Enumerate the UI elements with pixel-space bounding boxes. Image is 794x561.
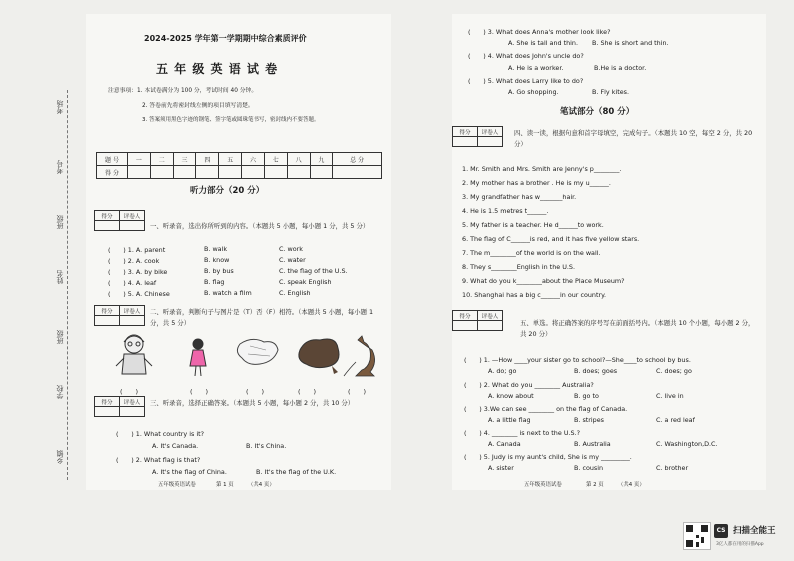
china-map-picture: [237, 339, 278, 364]
s1-q2-a: ( ) 2. A. cook: [108, 257, 160, 265]
score-header-cell: 五: [219, 153, 242, 166]
section-2-title: 二、听录音，判断句子与图片是（T）否（F）相符。（本题共 5 小题，每小题 1 分，共 5 分）: [150, 308, 374, 327]
score-header-cell: 四: [196, 153, 219, 166]
page-1-footer-total: （共4 页）: [248, 482, 275, 488]
s5-q5-c: C. brother: [656, 464, 689, 472]
written-section-title: 笔试部分（80 分）: [560, 107, 635, 117]
s1-q3-b: B. by bus: [204, 267, 234, 275]
s4-item-9: 9. What do you k________about the Place Museum?: [462, 277, 625, 285]
score-cell[interactable]: [333, 166, 382, 179]
p2-q4-a: A. He is a worker.: [508, 64, 564, 72]
note-1: 注意事项：1. 本试卷满分为 100 分，考试时间 40 分钟。: [108, 88, 258, 94]
section-5-title: 五、单选。将正确答案的序号写在前面括号内。（本题共 10 个小题，每小题 2 分，共 20 分）: [520, 319, 755, 338]
old-man-picture: [116, 335, 152, 374]
s2-answer-4[interactable]: ( ): [298, 388, 317, 396]
seal-line: [67, 90, 68, 480]
page-1-footer-page: 第 1 页: [216, 482, 234, 488]
year-title: 2024-2025 学年第一学期期中综合素质评价: [144, 34, 307, 43]
s5-q5-b: B. cousin: [574, 464, 604, 472]
grader-name-cell[interactable]: [120, 407, 145, 417]
grader-score-label: 得分: [453, 311, 478, 321]
s4-item-4: 4. He is 1.5 metres t______.: [462, 207, 549, 215]
s5-q3-b: B. stripes: [574, 416, 605, 424]
score-header-cell: 七: [264, 153, 287, 166]
grader-score-label: 得分: [95, 211, 120, 221]
grader-score-label: 得分: [95, 397, 120, 407]
s1-q2-b: B. know: [204, 256, 230, 264]
score-cell[interactable]: [196, 166, 219, 179]
grader-name-label: 评卷人: [120, 211, 145, 221]
grader-box-4: [452, 126, 503, 147]
s2-answer-2[interactable]: ( ): [190, 388, 209, 396]
score-header-cell: 三: [173, 153, 196, 166]
scanner-app-tagline: 3亿人都在用的扫描App: [716, 542, 764, 547]
section-2-pictures: [100, 332, 380, 380]
binding-label-name: 姓名: [56, 270, 64, 284]
s5-q1-c: C. does; go: [656, 367, 692, 375]
page-2-footer-subject: 五年级英语试卷: [524, 482, 562, 488]
binding-label-school: 学校: [56, 385, 64, 399]
p2-q4-b: B.He is a doctor.: [594, 64, 647, 72]
s1-q1-b: B. walk: [204, 245, 228, 253]
s4-item-3: 3. My grandfather has w_______hair.: [462, 193, 577, 201]
s1-q4-a: ( ) 4. A. leaf: [108, 279, 157, 287]
s1-q5-c: C. English: [279, 289, 311, 297]
section-1-title: 一、听录音，选出你所听到的内容。（本题共 5 小题，每小题 1 分，共 5 分）: [150, 222, 370, 230]
grader-score-cell[interactable]: [453, 137, 478, 147]
score-cell[interactable]: [150, 166, 173, 179]
grader-box-3: [94, 396, 145, 417]
p2-q3-b: B. She is short and thin.: [592, 39, 669, 47]
grader-score-label: 得分: [453, 127, 478, 137]
note-3: 3. 答案须用黑色字迹的钢笔、签字笔或圆珠笔书写，密封线内不要答题。: [142, 117, 320, 123]
score-header-cell: 总 分: [333, 153, 382, 166]
s5-q2-a: A. know about: [488, 392, 534, 400]
grader-name-cell[interactable]: [478, 137, 503, 147]
grader-box-5: [452, 310, 503, 331]
s3-q1-b: B. It's China.: [246, 442, 287, 450]
s5-q4-b: B. Australia: [574, 440, 611, 448]
grader-name-cell[interactable]: [120, 316, 145, 326]
australia-map-picture: [299, 339, 339, 374]
binding-label-class-b: 班级: [56, 330, 64, 344]
score-cell[interactable]: [128, 166, 151, 179]
s2-answer-5[interactable]: ( ): [348, 388, 367, 396]
score-row-label: 得 分: [97, 166, 128, 179]
s4-item-1: 1. Mr. Smith and Mrs. Smith are Jenny's p________.: [462, 165, 622, 173]
s5-q4-c: C. Washington,D.C.: [656, 440, 718, 448]
s5-q4: ( ) 4. ________ is next to the U.S.?: [464, 429, 581, 437]
kangaroo-picture: [344, 336, 375, 376]
score-header-cell: 八: [287, 153, 310, 166]
score-header-cell: 题 号: [97, 153, 128, 166]
s3-q1-a: A. It's Canada.: [152, 442, 199, 450]
s4-item-2: 2. My mother has a brother . He is my u______.: [462, 179, 611, 187]
s1-q3-c: C. the flag of the U.S.: [279, 267, 348, 275]
p2-q3-a: A. She is tall and thin.: [508, 39, 579, 47]
s1-q1-a: ( ) 1. A. parent: [108, 246, 166, 254]
grader-name-cell[interactable]: [120, 221, 145, 231]
p2-q3: ( ) 3. What does Anna's mother look like?: [468, 28, 611, 36]
grader-box-2: [94, 305, 145, 326]
page-1-footer-subject: 五年级英语试卷: [158, 482, 196, 488]
s5-q1-b: B. does; goes: [574, 367, 618, 375]
listening-section-title: 听力部分（20 分）: [190, 186, 265, 196]
p2-q5-b: B. Fly kites.: [592, 88, 629, 96]
grader-box-1: [94, 210, 145, 231]
s5-q2-b: B. go to: [574, 392, 599, 400]
s1-q3-a: ( ) 3. A. by bike: [108, 268, 168, 276]
exam-title: 五 年 级 英 语 试 卷: [156, 62, 279, 76]
score-header-cell: 一: [128, 153, 151, 166]
score-header-cell: 六: [242, 153, 265, 166]
s4-item-10: 10. Shanghai has a big c______in our country.: [462, 291, 607, 299]
grader-score-cell[interactable]: [95, 221, 120, 231]
grader-name-label: 评卷人: [120, 306, 145, 316]
p2-q4: ( ) 4. What does John's uncle do?: [468, 52, 584, 60]
s1-q1-c: C. work: [279, 245, 303, 253]
s4-item-5: 5. My father is a teacher. He d______to work.: [462, 221, 604, 229]
s5-q1-a: A. do; go: [488, 367, 517, 375]
binding-label-class-a: 班级: [56, 215, 64, 229]
s5-q5-a: A. sister: [488, 464, 514, 472]
s5-q3: ( ) 3.We can see ________ on the flag of Canada.: [464, 405, 628, 413]
grader-score-cell[interactable]: [453, 321, 478, 331]
s5-q1: ( ) 1. —How ____your sister go to school?—She____to school by bus.: [464, 356, 691, 364]
page-2-footer-page: 第 2 页: [586, 482, 604, 488]
s3-q2: ( ) 2. What flag is that?: [116, 456, 201, 464]
exam-page-2: [452, 14, 766, 490]
section-3-title: 三、听录音，选择正确答案。（本题共 5 小题，每小题 2 分，共 10 分）: [150, 399, 355, 407]
binding-label-exam-room: 考场: [56, 100, 64, 114]
section-4-title: 四、读一读，根据句意和首字母填空，完成句子。（本题共 10 空，每空 2 分，共 20 分）: [514, 129, 753, 148]
p2-q5: ( ) 5. What does Larry like to do?: [468, 77, 584, 85]
p2-q5-a: A. Go shopping.: [508, 88, 559, 96]
s1-q2-c: C. water: [279, 256, 306, 264]
score-header-cell: 九: [310, 153, 333, 166]
s4-item-7: 7. The m________of the world is on the wall.: [462, 249, 601, 257]
grader-name-cell[interactable]: [478, 321, 503, 331]
s4-item-6: 6. The flag of C______is red, and it has five yellow stars.: [462, 235, 640, 243]
page-2-footer-total: （共4 页）: [618, 482, 645, 488]
scanner-app-name: 扫描全能王: [733, 526, 776, 536]
note-2: 2. 答卷前先将密封线左侧的项目填写清楚。: [142, 103, 254, 109]
grader-name-label: 评卷人: [120, 397, 145, 407]
score-cell[interactable]: [287, 166, 310, 179]
s2-answer-3[interactable]: ( ): [246, 388, 265, 396]
girl-picture: [190, 339, 206, 376]
grader-score-cell[interactable]: [95, 407, 120, 417]
s5-q4-a: A. Canada: [488, 440, 521, 448]
binding-label-town: 乡镇: [56, 450, 64, 464]
exam-page-1: [86, 14, 391, 490]
s2-answer-1[interactable]: ( ): [120, 388, 139, 396]
scanner-logo-icon: CS: [714, 524, 728, 538]
score-cell[interactable]: [219, 166, 242, 179]
s4-item-8: 8. They s________English in the U.S.: [462, 263, 575, 271]
score-table: [96, 152, 382, 179]
score-cell[interactable]: [173, 166, 196, 179]
s1-q4-b: B. flag: [204, 278, 225, 286]
binding-label-exam-number: 考号: [56, 160, 64, 174]
s3-q2-b: B. It's the flag of the U.K.: [256, 468, 337, 476]
s5-q2: ( ) 2. What do you ________ Australia?: [464, 381, 594, 389]
binding-margin: [55, 90, 81, 480]
grader-name-label: 评卷人: [478, 311, 503, 321]
s3-q1: ( ) 1. What country is it?: [116, 430, 205, 438]
s5-q5: ( ) 5. Judy is my aunt's child, She is my _________.: [464, 453, 632, 461]
grader-score-cell[interactable]: [95, 316, 120, 326]
s1-q5-b: B. watch a film: [204, 289, 252, 297]
score-header-cell: 二: [150, 153, 173, 166]
s3-q2-a: A. It's the flag of China.: [152, 468, 227, 476]
s5-q3-a: A. a little flag: [488, 416, 531, 424]
score-cell[interactable]: [242, 166, 265, 179]
grader-score-label: 得分: [95, 306, 120, 316]
qr-code-icon: [683, 522, 711, 550]
grader-name-label: 评卷人: [478, 127, 503, 137]
s1-q4-c: C. speak English: [279, 278, 332, 286]
score-cell[interactable]: [310, 166, 333, 179]
s5-q3-c: C. a red leaf: [656, 416, 695, 424]
s1-q5-a: ( ) 5. A. Chinese: [108, 290, 170, 298]
score-cell[interactable]: [264, 166, 287, 179]
s5-q2-c: C. live in: [656, 392, 684, 400]
